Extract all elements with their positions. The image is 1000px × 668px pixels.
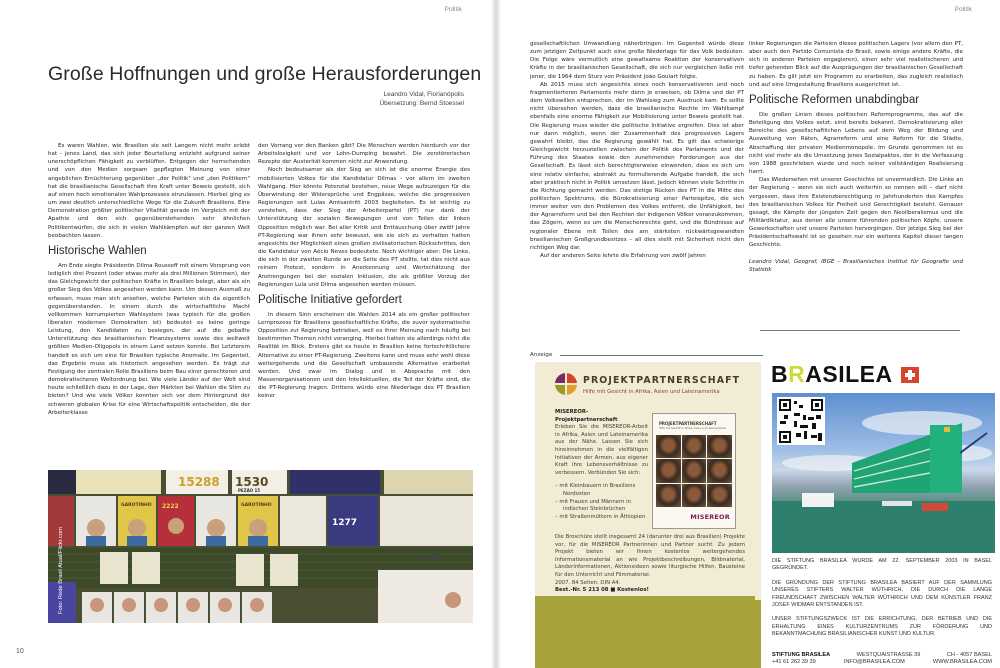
ad-lead-text: Erleben Sie die MISEREOR-Arbeit in Afrika, Asien und Lateinamerika aus der Nähe. Lassen Sie sich hineinnehmen in die vielfältigen Initiativen der Armen, aus eigener Kraft ihre Lebensverhältnisse zu verbessern. Verbünden Sie sich: bbox=[555, 424, 648, 476]
page-number-left: 10 bbox=[16, 648, 24, 655]
paragraph: Die großen Linien dieses politischen Reformprogramms, das auf die Beteiligung des Volkes setzt, sind bereits bekannt. Demokratisierung aller Bereiche des gesellschaftlichen Lebens auf dem Weg der Bildung und Ausweitung von Räten, Agrarreform und eine Reform für die Städte, Abschaffung der privaten Medienmonopole. Im Grunde genommen ist es nicht viel mehr als die Umsetzung jenes Sozialpaktes, der in die Verfassung von 1988 geschrieben wurde und noch seiner vollständigen Realisierung harrt. bbox=[749, 111, 963, 176]
section-label-left: Politik bbox=[444, 6, 462, 13]
ad-intro bbox=[555, 409, 648, 521]
brasilea-logo: BRASILEA bbox=[771, 361, 893, 387]
brasilea-name: STIFTUNG BRASILEA bbox=[772, 652, 831, 658]
poster-number: 15288 bbox=[178, 475, 220, 489]
paragraph: linker Regierungen die Parteien dieses politischen Lagers (vor allem den PT, aber auch den Partido Comunista do Brasil, sowie einige andere Kräfte, die sich in anderen Parteien engagieren), einen sehr viel realistischeren und tiefer gehenden Blick auf die Ausprägungen der brasilianischen Gesellschaft zu haben. Es gilt jetzt ein Programm zu erarbeiten, das zugleich realistisch und auf eine Umgestaltung Brasiliens ausgerichtet ist. bbox=[749, 41, 963, 88]
election-posters-photo bbox=[48, 470, 473, 623]
misereor-ad[interactable] bbox=[535, 362, 755, 668]
brasilea-paragraph: UNSER STIFTUNGSZWECK IST DIE ERRICHTUNG, DER BETRIEB UND DIE ERHALTUNG EINES KULTURZENTRUMS ZUR FÖRDERUNG UND BEKANNTMACHUNG BRASILIANISCHER KUNST UND KULTUR. bbox=[772, 616, 992, 638]
byline bbox=[379, 91, 464, 108]
author-signature: Leandro Vidal, Geograf, IBGE - Brasilianisches Institut für Geografie und Statistik bbox=[749, 258, 963, 273]
ad-list-item: – mit Kleinbauern in Brasiliens Nordosten bbox=[555, 483, 636, 497]
section-label-right: Politik bbox=[954, 6, 972, 13]
ad-lead-bold: MISEREOR-Projektpartnerschaft bbox=[555, 409, 618, 423]
article-column-3 bbox=[530, 40, 744, 260]
brasilea-street: WESTQUAISTRASSE 39 bbox=[856, 652, 921, 658]
subheading-politische-initiative: Politische Initiative gefordert bbox=[258, 293, 402, 306]
paragraph: Auf der anderen Seite lehrte die Erfahrung von zwölf Jahren bbox=[540, 253, 706, 260]
photo-credit: Foto: Rede Brasil Atual/Flickr.com bbox=[58, 527, 64, 614]
ad-list-item: – mit Straßenmüttern in Äthiopien bbox=[555, 513, 646, 520]
page-gutter bbox=[492, 0, 500, 668]
poster-number: 1530 bbox=[235, 475, 269, 489]
ad-pub-info: 2007. 84 Seiten. DIN A4. bbox=[555, 579, 621, 586]
poster-number: 1277 bbox=[332, 518, 358, 528]
brasilea-paragraph: DIE GRÜNDUNG DER STIFTUNG BRASILEA BASIERT AUF DER SAMMLUNG UNSERES STIFTERS WALTER WÜTHRICH, DIE DURCH DIE LANGE FREUNDSCHAFT ZWISCHEN WALTER WÜTHRICH UND DEM KÜNSTLER FRANZ JOSEF WIDMAR ENTSTANDEN IST. bbox=[772, 579, 992, 609]
paragraph: In diesem Sinn erscheinen die Wahlen 2014 als ein großer politischer Lernprozess für Brasiliens gesellschaftliche Kräfte, die zuvor systematische Opposition zur Regierung betrieben, weil es ihrer Meinung nach häufig bei bestimmten Themen nicht voranging. Hierbei hatten sie allerdings nicht die Realität im Blick. Erstens gibt es heute in Brasilien keine fortschrittlichere Alternative zu einer PT-Regierung. Zweitens kann und muss sehr wohl diese weitergehende und die Gesellschaft umbauende Alternative erarbeitet werden. Und zwar im Dialog und in Absprache mit den Massenorganisationen und den Intellektuellen, die Teil der Kräfte sind, die die PT-Regierung tragen. Drittens würde eine Niederlage des PT Brasilien keiner bbox=[258, 311, 470, 400]
translation-line: Übersetzung: Bernd Stoessel bbox=[379, 99, 464, 107]
brasilea-description bbox=[772, 558, 992, 646]
paragraph: Es waren Wahlen, wie Brasilien sie seit Langem nicht mehr erlebt hat - jenes Land, das sich jeder Beurteilung entzieht aufgrund seiner unerschöpflichen Fähigkeit zu verblüffen. Entgegen der herrschenden und von den Medien sorgsam gepflegten Meinung von einer angeblichen Ernüchterung gegenüber „der Politik" und „den Politikern" hat die brasilianische Gesellschaft ihre Kraft unter Beweis gestellt, sich auf einen hoch emotionalen Wahlprozesses einzulassen. Hierbei ging es um zwei deutlich unterschiedliche Wege für die Zukunft Brasiliens. Eine Demonstration größter politischer Vitalität gerade im Vergleich mit der Apathie und den sich gegenüberstehenden sehr ähnlichen Politikentwürfen, die sich in vielen Wahlkämpfen auf der ganzen Welt beobachten lassen. bbox=[48, 143, 250, 239]
ad-strip-band bbox=[755, 600, 761, 668]
paragraph: den Vorrang vor den Banken gibt? Die Menschen werden hierdurch vor der Arbeitslosigkeit und vor Lohn-Dumping bewahrt. Die zerstörerischen Rezepte der Austerität kommen nicht zur Anwendung. bbox=[258, 143, 470, 166]
ad-subtitle: Hilfe mit Gesicht in Afrika, Asien und Lateinamerika bbox=[583, 389, 720, 395]
brasilea-website[interactable]: WWW.BRASILEA.COM bbox=[932, 659, 992, 666]
harbor-illustration bbox=[772, 393, 995, 553]
brasilea-email[interactable]: INFO@BRASILEA.COM bbox=[843, 659, 905, 666]
poster-text: GAROTINHO bbox=[121, 503, 152, 508]
brochure-subtitle: Hilfe mit Gesicht in Afrika, Asien und Lateinamerika bbox=[659, 427, 726, 430]
poster-number: 1065 bbox=[418, 553, 444, 563]
brochure-title: PROJEKTPARTNERSCHAFT bbox=[659, 421, 717, 426]
brochure-cover-image bbox=[652, 413, 736, 529]
brochure-faces bbox=[656, 435, 732, 507]
ad-description: Die Broschüre stellt insgesamt 24 (darunter drei aus Brasilien) Projekte vor, für die MISEREOR Partnerinnen und Partner sucht. Zu jedem Projekt bieten wir Ihnen kostenlos weitergehendes Informationsmaterial an wie Projektbeschreibungen, Bildmaterial, Länderinformationen, Aktionsideen sowie liturgische Hilfen, Bausteine für den Unterricht und Filmmaterial. bbox=[555, 534, 745, 578]
author-line: Leandro Vidal, Florianópolis bbox=[383, 91, 464, 98]
swiss-cross-icon bbox=[901, 367, 919, 383]
paragraph: Ab 2015 muss sich angesichts eines noch konservativeren und noch fragmentierteren Parlaments mehr denn je erweisen, ob Dilma und der PT dem Volkswillen entsprechen, der im Wahlsieg zum Ausdruck kam. Es sollte nicht übersehen werden, dass die brasilianische Rechte im Wahlkampf ebenfalls eine enorme Fähigkeit zur Mobilisierung unter Beweis gestellt hat. Die Regierung muss wieder die politische Initiative ergreifen. Dies ist aber nur dann möglich, wenn der Zusammenhalt des progressiven Lagers gewahrt bleibt, das die Regierung gewählt hat. Es gilt das schwierige Gleichgewicht herzustellen zwischen der Politik des Parlaments und der Führung des Staates sowie den zunehmenden Forderungen aus der Gesellschaft. Es lässt sich berechtigterweise einwenden, dass es sich um eine relativ einfache, abstrakt zu formulierende Aufgabe handelt, die sich aber praktisch nicht in Politik umsetzen lässt. Jedoch können viele Schritte in die Richtung gemacht werden. Das stetige Rücken des PT in die Mitte des politischen Spektrums, die Bürokratisierung einer Parteispitze, die sich immer weiter von den Problemen des Volkes entfernt, die Unfähigkeit, bei der Agrarreform und bei den Rechten der indigenen Völker voranzukommen, das Zögern, wenn es um die Menschenrechte geht, und die Bündnisse auf regionaler Ebene mit Teilen des am stärksten rückwärtsgewandten brasilianischen Großgrundbesitzes – all dies stellt mit Sicherheit nicht den richtigen Weg dar. bbox=[530, 81, 744, 251]
article-column-4 bbox=[749, 40, 963, 274]
poster-text: GAROTINHO bbox=[241, 503, 272, 508]
paragraph: Noch bedeutsamer als der Sieg an sich ist die enorme Energie des mobilisierten Volkes für die Kandidatur Dilmas - vor allem im zweiten Wahlgang. Hier könnte Potenzial bestehen, neue Wege aufzuzeigen für die Überwindung der Widersprüche und Engpässe, welche die progressiven Regierungen seit Lulas Amtsantritt 2003 begleiteten. Es ist wichtig zu verstehen, dass der Sieg der Arbeiterpartei (PT) nur dank der Unterstützung der sozialen Bewegungen und von Teilen der linken Opposition möglich war. Bei aller Kritik und Enttäuschung über zwölf Jahre PT-Regierung war ihnen sehr bewusst, wie sie sich zu verhalten hatten angesichts der Möglichkeit eines großen zivilisatorischen Rückschrittes, den die Kandidatur von Aécio Neves bedeutete. Noch wichtiger aber: Die Linke, die sich in der zweiten Runde an die Seite des PT stellte, tat dies nicht aus reinem Protest, sondern in Anerkennung und Wertschätzung der Anstrengungen bei der sozialen Inklusion, die als größter Vorzug der Regierungen Lula und Dilma angesehen werden müssen. bbox=[258, 167, 470, 288]
brasilea-contact bbox=[772, 652, 992, 667]
brasilea-phone: +41 61 262 39 39 bbox=[772, 659, 816, 666]
subheading-politische-reformen: Politische Reformen unabdingbar bbox=[749, 93, 920, 106]
paragraph: Das Wiedersehen mit unserer Geschichte ist unvermeidlich. Die Linke an der Regierung – wenn sie sich auch weiterhin so nennen will – darf nicht vergessen, dass ihre Existenzberechtigung in Jahrhunderten des Kampfes des brasilianischen Volkes für Freiheit und Gerechtigkeit besteht. Genauer gesagt, die Kämpfe der jüngsten Zeit gegen den Neoliberalismus und die Militärdiktatur, aus denen alle unsere führenden politischen Köpfe, unsere Gewerkschaften und unsere Parteien hervorgingen. Der jetzige Sieg bei der Präsidentschaftswahl ist so gesehen nur ein weiteres Kapitel dieser langen Geschichte. bbox=[749, 177, 963, 249]
brasilea-building-photo bbox=[772, 393, 995, 553]
ad-order-number: Best.-Nr. 5 213 08 ■ Kostenlos! bbox=[555, 587, 649, 594]
ad-list-item: – mit Frauen und Männern in indischen Steinbrüchen bbox=[555, 498, 631, 513]
ad-label: Anzeige bbox=[530, 352, 553, 358]
article-title: Große Hoffnungen und große Herausforderungen bbox=[48, 63, 482, 86]
posters-illustration bbox=[48, 470, 473, 623]
article-column-2 bbox=[258, 142, 470, 401]
brasilea-ad[interactable] bbox=[763, 355, 995, 668]
ad-title: PROJEKTPARTNERSCHAFT bbox=[583, 375, 741, 386]
subheading-historische-wahlen: Historische Wahlen bbox=[48, 244, 147, 257]
misereor-logo: MISEREOR bbox=[690, 513, 730, 521]
column-end-rule bbox=[760, 330, 960, 331]
ad-list bbox=[555, 483, 648, 521]
left-page bbox=[0, 0, 492, 668]
brasilea-paragraph: DIE STIFTUNG BRASILEA WURDE AM 22. SEPTEMBER 2003 IN BASEL GEGRÜNDET. bbox=[772, 558, 992, 572]
brasilea-city: CH - 4057 BASEL bbox=[946, 652, 992, 658]
projektpartnerschaft-logo-icon bbox=[555, 373, 577, 395]
article-column-1 bbox=[48, 142, 250, 417]
paragraph: gesellschaftlichen Umwandlung näherbringen. Im Gegenteil würde diese zum jetzigen Zeitpunkt auch eine große Niederlage für das Volk bedeuten. Die Folge wäre vermutlich eine gewaltsame Reaktion der konservativen Kräfte in der brasilianischen Gesellschaft, die sich nur vergleichen ließe mit jener, die 1964 dem Sturz von Präsident João Goulart folgte. bbox=[530, 41, 744, 80]
poster-text: PEZÃO 15 bbox=[238, 488, 261, 493]
poster-number: 2222 bbox=[162, 503, 179, 510]
ad-color-band bbox=[535, 596, 755, 668]
paragraph: Am Ende siegte Präsidentin Dilma Rousseff mit einem Vorsprung von lediglich drei Prozent (oder etwas mehr als drei Millionen Stimmen), der das Gleichgewicht der politischen Kräfte in Brasilien belegt, aber als ein großer Sieg des Volkes angesehen werden kann. Um dessen Ausmaß zu erfassen, muss man sich ansehen, welche Parteien sich da eigentlich gegenüberstanden. In einem durch die wirtschaftliche Macht vollkommen korrumpierten Wahlsystem (was typisch für die großen liberalen modernen Demokratien ist) bedeutet es keine geringe Leistung, den Kandidaten zu besiegen, der auf die geballte Unterstützung des brasilianischen Finanzsystems sowie des weltweit größten Medien-Oligopols in einem Land setzen konnte. Bei Letzterem handelt es sich um eine für Brasilien typische Anomalie. Im Gegenteil, das Ergebnis muss als historisch angesehen werden. Es trägt zur Festigung der zentralen Rolle Brasiliens beim Bau einer gerechteren und demokratischeren Weltordnung bei. Wie viele Länder auf der Welt sind heute schließlich dazu in der Lage, den Märkten bei Wahlen die Stim zu bieten? Und wie viele Völker konnten sich vor dem Hintergrund der schweren globalen Krise für eine Wirtschaftspolitik entscheiden, die der Arbeiterklasse bbox=[48, 262, 250, 416]
